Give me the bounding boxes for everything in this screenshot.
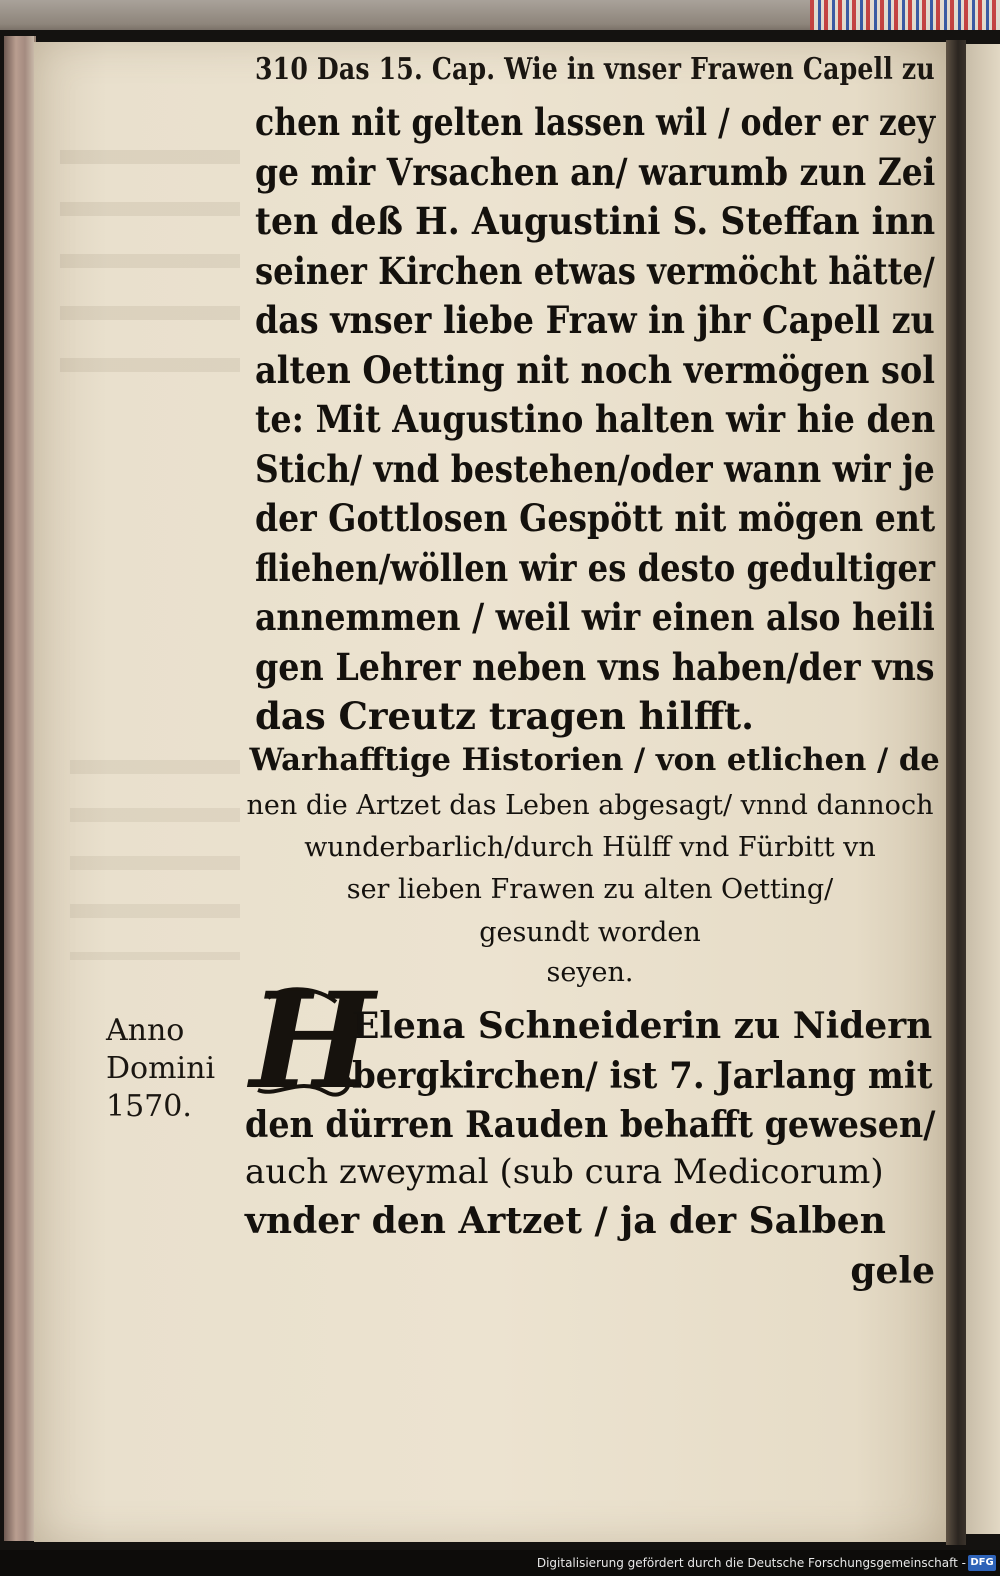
body-line (255, 645, 935, 697)
heading-line: seyen. (546, 957, 634, 988)
heading-line: ser lieben Frawen zu alten Oetting/ (346, 874, 834, 905)
body-line-text: Stich/ vnd bestehen/oder wann wir je (255, 446, 935, 491)
heading-line: gesundt worden (479, 917, 701, 948)
body-line (255, 694, 935, 746)
body-line-text: gen Lehrer neben vns haben/der vns (255, 644, 935, 689)
margin-note-line: Domini (106, 1051, 216, 1086)
body-line (255, 595, 935, 647)
running-header: 310 Das 15. Cap. Wie in vnser Frawen Capell zu (255, 52, 935, 87)
body-line-text: ge mir Vrsachen an/ warumb zun Zei (255, 149, 936, 194)
margin-note-line: 1570. (106, 1089, 192, 1124)
body-line (255, 496, 935, 548)
facing-page-edge (966, 44, 1000, 1534)
body-line-text: fliehen/wöllen wir es desto gedultiger (255, 545, 936, 590)
show-through-texture (70, 760, 240, 960)
section-line: auch zweymal (sub cura Medicorum) (245, 1152, 884, 1192)
drop-cap: H (250, 964, 375, 1119)
body-line (255, 298, 935, 350)
book-edge-left (4, 36, 36, 1541)
heading-line: Warhafftige Historien / von etlichen / de (249, 742, 940, 778)
book-gutter (946, 40, 966, 1545)
section-line: den dürren Rauden behafft gewesen/ (245, 1104, 936, 1146)
body-line (255, 546, 935, 598)
body-line-text: chen nit gelten lassen wil / oder er zey (255, 100, 936, 144)
dfg-logo: DFG (968, 1555, 996, 1571)
body-line-text: seiner Kirchen etwas vermöcht hätte/ (255, 248, 935, 293)
body-line (255, 348, 935, 400)
body-line-text: te: Mit Augustino halten wir hie den (255, 397, 936, 441)
body-line (255, 447, 935, 499)
body-line (255, 150, 935, 202)
margin-note (106, 1012, 236, 1126)
body-line (255, 397, 935, 449)
section-line: vnder den Artzet / ja der Salben (245, 1200, 886, 1242)
body-line-text: ten deß H. Augustini S. Steffan inn (255, 199, 936, 243)
body-line (255, 100, 935, 152)
body-line (255, 199, 935, 251)
body-line-text: alten Oetting nit noch vermögen sol (255, 347, 936, 392)
heading-line: nen die Artzet das Leben abgesagt/ vnnd dannoch (246, 790, 934, 821)
section-line: bergkirchen/ ist 7. Jarlang mit (352, 1055, 933, 1097)
margin-note-line: Anno (106, 1013, 185, 1048)
body-line-text: der Gottlosen Gespött nit mögen ent (255, 496, 936, 540)
body-line (255, 249, 935, 301)
section-line: Elena Schneiderin zu Nidern (352, 1005, 933, 1047)
show-through-texture (60, 150, 240, 410)
body-line-text: annemmen / weil wir einen also heili (255, 595, 935, 639)
bookmark-ribbon (810, 0, 1000, 34)
body-line-text: das Creutz tragen hilfft. (255, 694, 755, 738)
body-line-text: das vnser liebe Fraw in jhr Capell zu (255, 298, 935, 342)
heading-line: wunderbarlich/durch Hülff vnd Fürbitt vn (304, 832, 876, 863)
footer-credit: Digitalisierung gefördert durch die Deutsche Forschungsgemeinschaft - (536, 1556, 966, 1570)
section-line: gele (850, 1250, 935, 1292)
